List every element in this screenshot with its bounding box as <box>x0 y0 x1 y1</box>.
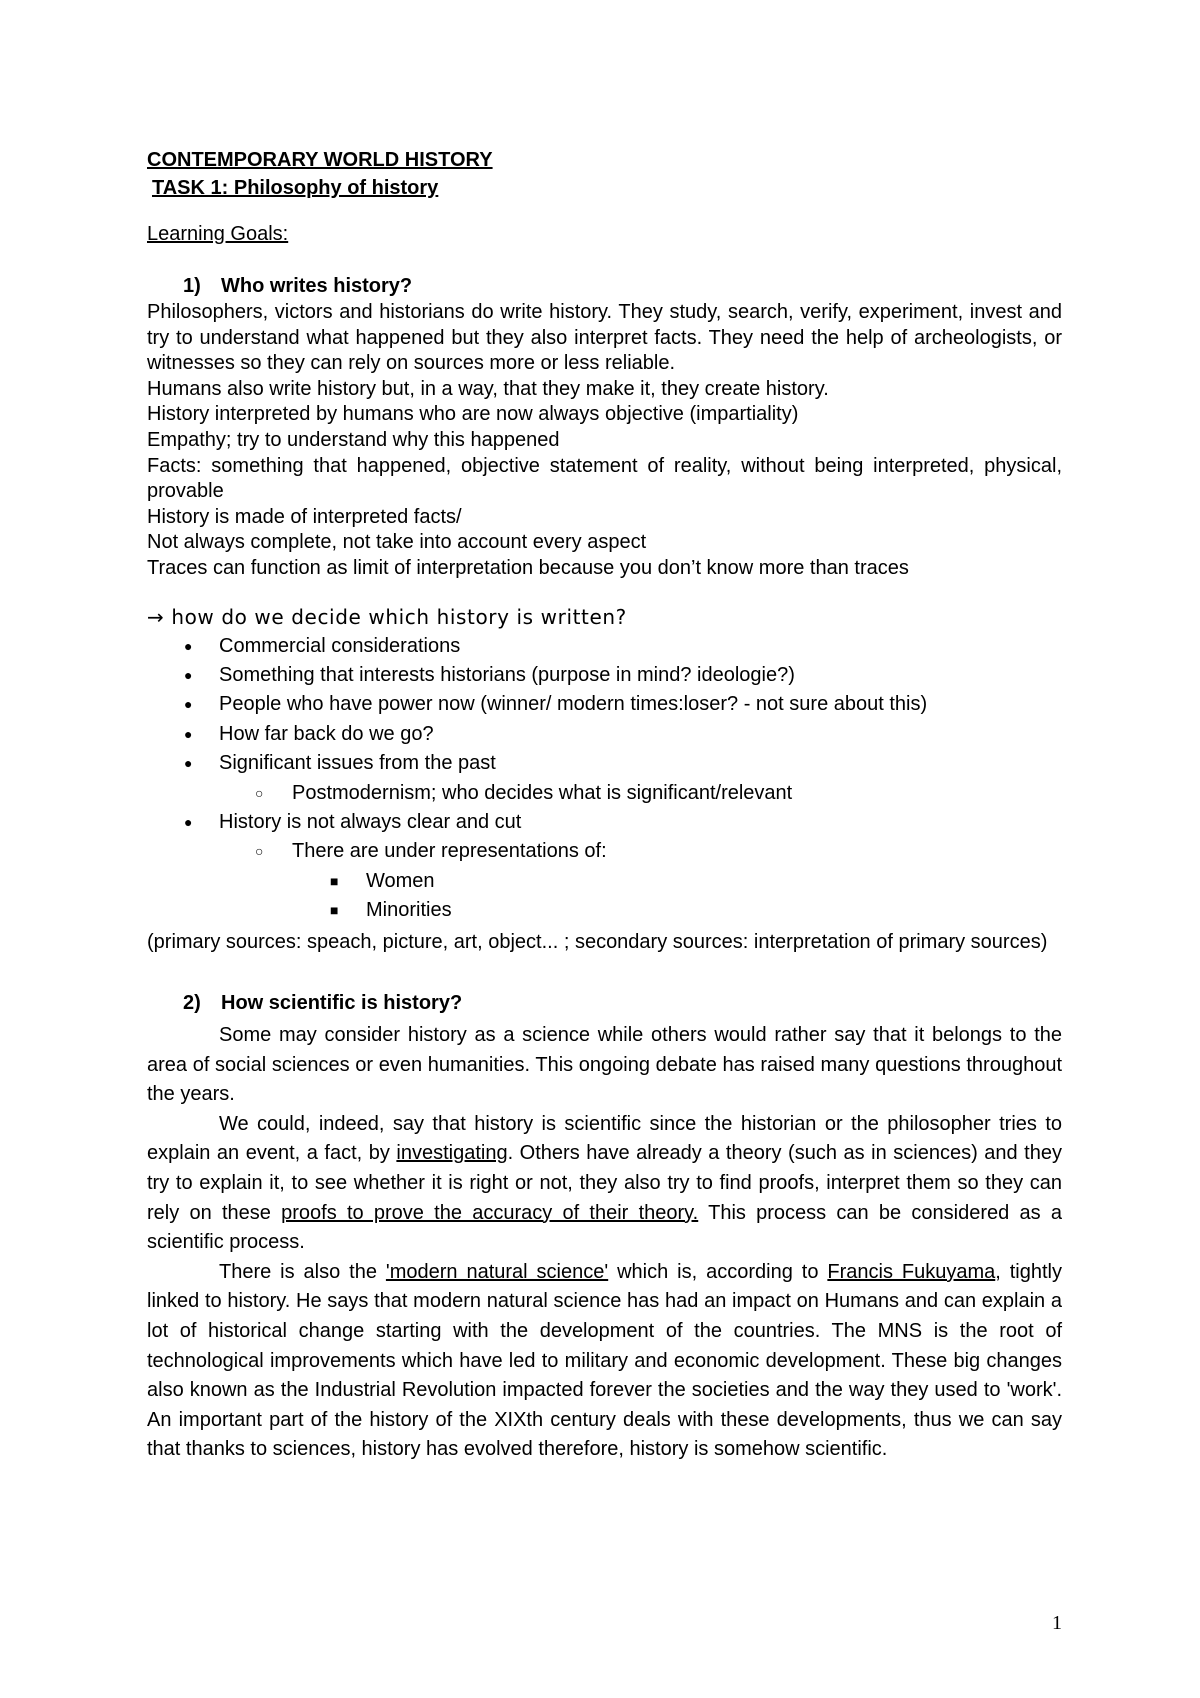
question-1-title: Who writes history? <box>221 275 413 297</box>
list-item-text: History is not always clear and cut <box>219 810 522 833</box>
list-item <box>147 749 1062 778</box>
list-item-text: How far back do we go? <box>219 722 434 745</box>
list-item-text: Women <box>366 869 435 892</box>
q2-paragraph-3 <box>147 1258 1062 1465</box>
q1-line: History interpreted by humans who are now always objective (impartiality) <box>147 403 799 426</box>
question-1-heading <box>147 272 1062 300</box>
list-item-text: People who have power now (winner/ modern times:loser? - not sure about this) <box>219 693 928 716</box>
considerations-list <box>147 632 1062 926</box>
square-bullet-icon: ■ <box>330 902 339 919</box>
list-item-text: Minorities <box>366 899 452 922</box>
paragraph-text: . Others have already a theory (such as in sciences) and they try to explain it, to see whether it is right or not, they also try to find proofs, interpret them so they can rely on these <box>147 1142 1062 1224</box>
list-item-text: Something that interests historians (purpose in mind? ideologie?) <box>219 663 795 686</box>
hollow-circle-bullet-icon: ○ <box>255 843 264 860</box>
list-item-text: Significant issues from the past <box>219 752 496 775</box>
square-bullet-icon: ■ <box>330 872 339 889</box>
underlined-text: 'modern natural science' <box>385 1260 609 1283</box>
list-item-text: Postmodernism; who decides what is significant/relevant <box>292 781 793 804</box>
list-item <box>147 808 1062 837</box>
q1-line: Not always complete, not take into account every aspect <box>147 531 647 554</box>
filled-circle-bullet-icon: ● <box>184 666 193 683</box>
list-item-text: There are under representations of: <box>292 840 607 863</box>
sub-sub-list-item <box>147 896 1062 925</box>
q1-paragraph: Philosophers, victors and historians do write history. They study, search, verify, experiment, invest and try to understand what happened but they also interpret facts. They need the help of archeologists, or witnesses so they can rely on sources more or less reliable. <box>147 301 1062 375</box>
list-item <box>147 661 1062 690</box>
q2-paragraph-1: Some may consider history as a science while others would rather say that it belongs to the area of social sciences or even humanities. This ongoing debate has raised many questions throughout the years. <box>147 1024 1062 1106</box>
q1-line: Humans also write history but, in a way, that they make it, they create history. <box>147 377 829 400</box>
paragraph-text: which is, according to <box>608 1260 828 1283</box>
sub-list-item <box>147 837 1062 866</box>
q1-line: Facts: something that happened, objective statement of reality, without being interpreted, physical, provable <box>147 454 1062 503</box>
list-item <box>147 632 1062 661</box>
question-2-heading <box>147 989 1062 1017</box>
q2-paragraph-2 <box>147 1110 1062 1258</box>
q1-line: Traces can function as limit of interpretation because you don’t know more than traces <box>147 556 909 579</box>
filled-circle-bullet-icon: ● <box>184 637 193 654</box>
document-title: CONTEMPORARY WORLD HISTORY <box>147 149 493 171</box>
filled-circle-bullet-icon: ● <box>184 813 193 830</box>
learning-goals-heading: Learning Goals: <box>147 223 289 245</box>
filled-circle-bullet-icon: ● <box>184 755 193 772</box>
sub-list-item <box>147 779 1062 808</box>
hollow-circle-bullet-icon: ○ <box>255 784 264 801</box>
q1-line: History is made of interpreted facts/ <box>147 505 462 528</box>
sources-note: (primary sources: speach, picture, art, object... ; secondary sources: interpretation of primary sources) <box>147 930 1048 953</box>
document-content <box>147 146 1062 1465</box>
document-subtitle: TASK 1: Philosophy of history <box>152 177 439 199</box>
paragraph-text: There is also the <box>219 1260 386 1283</box>
list-item <box>147 690 1062 719</box>
paragraph-text: , tightly linked to history. He says that modern natural science has had an impact on Humans and can explain a lot of historical change starting with the development of the countries. The MNS is the root of technological improvements which have led to military and economic development. These big changes also known as the Industrial Revolution impacted forever the societies and the way they used to 'work'. An important part of the history of the XIXth century deals with these developments, thus we can say that thanks to sciences, history has evolved therefore, history is somehow scientific. <box>147 1260 1062 1461</box>
paragraph-text: This process can be considered as a scientific process. <box>147 1201 1062 1254</box>
underlined-text: proofs to prove the accuracy of their theory. <box>281 1201 699 1224</box>
question-1-number: 1) <box>183 275 201 297</box>
paragraph-text: We could, indeed, say that history is scientific since the historian or the philosopher tries to explain an event, a fact, by <box>147 1112 1062 1165</box>
sub-sub-list-item <box>147 867 1062 896</box>
question-2-number: 2) <box>183 992 201 1014</box>
underlined-text: investigating <box>396 1142 508 1165</box>
q1-line: Empathy; try to understand why this happened <box>147 428 560 451</box>
list-item <box>147 720 1062 749</box>
list-item-text: Commercial considerations <box>219 634 461 657</box>
underlined-text: Francis Fukuyama <box>827 1260 996 1283</box>
filled-circle-bullet-icon: ● <box>184 725 193 742</box>
arrow-question: → how do we decide which history is written? <box>147 604 627 629</box>
filled-circle-bullet-icon: ● <box>184 696 193 713</box>
question-2-title: How scientific is history? <box>221 992 463 1014</box>
page-number: 1 <box>1052 1612 1062 1634</box>
